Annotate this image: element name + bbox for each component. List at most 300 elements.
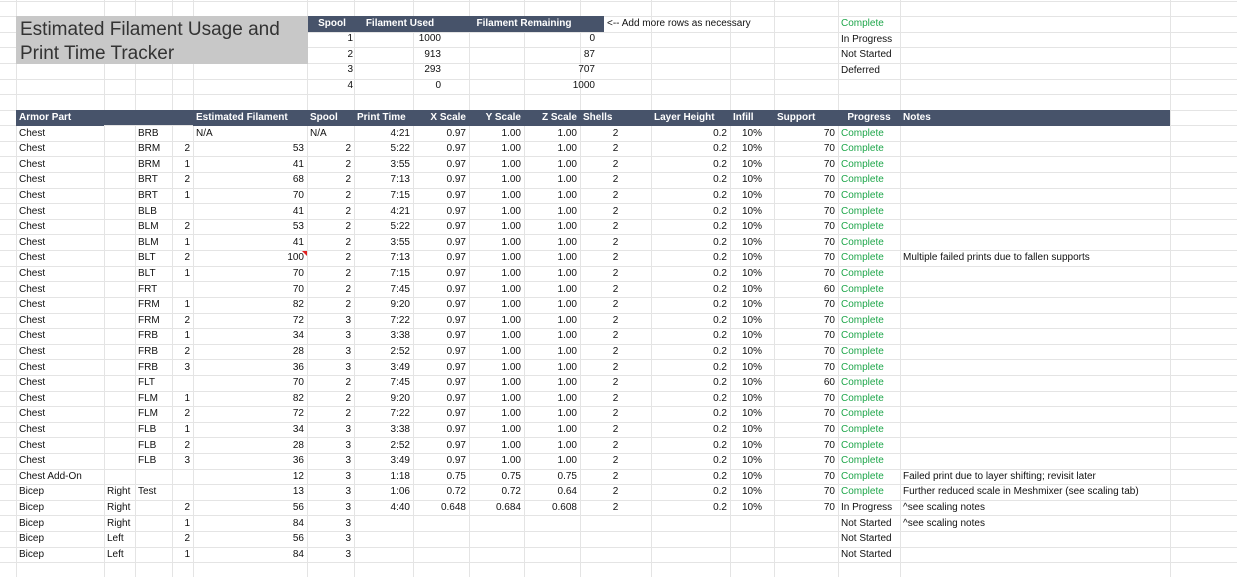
table-cell[interactable]: 0.97 xyxy=(446,346,466,357)
spool-cell[interactable]: 913 xyxy=(424,48,441,60)
table-cell[interactable]: 2 xyxy=(184,439,190,451)
table-cell[interactable]: 2 xyxy=(612,158,619,170)
table-cell[interactable]: 0.97 xyxy=(446,205,466,217)
table-cell[interactable]: 2 xyxy=(345,377,351,389)
table-cell[interactable]: 68 xyxy=(292,174,304,186)
table-cell[interactable]: Complete xyxy=(841,252,884,264)
table-cell[interactable]: 1.00 xyxy=(501,221,521,233)
spool-cell[interactable]: 0 xyxy=(589,33,595,44)
table-cell[interactable]: 2 xyxy=(612,408,619,420)
table-cell[interactable]: 0.2 xyxy=(713,392,727,404)
table-cell[interactable]: 3:49 xyxy=(390,455,410,467)
table-cell[interactable]: 7:22 xyxy=(390,314,410,326)
table-cell[interactable]: 2 xyxy=(612,330,619,342)
table-cell[interactable]: Right xyxy=(107,486,131,498)
table-cell[interactable]: 7:45 xyxy=(390,283,410,295)
table-cell[interactable]: 1:06 xyxy=(390,486,410,498)
table-cell[interactable]: Complete xyxy=(841,205,884,217)
table-cell[interactable]: In Progress xyxy=(841,502,893,513)
table-cell[interactable]: 0.97 xyxy=(446,408,466,420)
column-header[interactable]: Progress xyxy=(838,110,900,126)
table-cell[interactable]: 0.97 xyxy=(446,236,466,248)
table-cell[interactable]: 3 xyxy=(345,330,351,342)
table-cell[interactable]: 2 xyxy=(612,268,619,279)
table-cell[interactable]: 1.00 xyxy=(501,205,521,217)
table-cell[interactable]: 3 xyxy=(345,424,351,435)
table-cell[interactable]: FRB xyxy=(138,330,158,342)
table-cell[interactable]: 1 xyxy=(184,330,190,342)
table-cell[interactable]: 36 xyxy=(292,455,304,467)
table-cell[interactable]: 53 xyxy=(292,143,304,155)
table-cell[interactable]: 0.2 xyxy=(713,268,727,279)
table-cell[interactable]: 1.00 xyxy=(501,408,521,420)
table-cell[interactable]: 1.00 xyxy=(557,392,577,404)
table-cell[interactable]: Chest xyxy=(19,314,46,326)
table-cell[interactable]: 0.2 xyxy=(713,205,727,217)
table-cell[interactable]: 10% xyxy=(741,236,762,248)
table-cell[interactable]: 41 xyxy=(292,158,304,170)
table-cell[interactable]: 70 xyxy=(292,283,304,295)
table-cell[interactable]: 36 xyxy=(292,361,304,373)
table-cell[interactable]: FRB xyxy=(138,346,158,357)
table-cell[interactable]: 3 xyxy=(345,439,351,451)
table-cell[interactable]: 3 xyxy=(345,502,351,513)
table-cell[interactable]: 0.2 xyxy=(713,158,727,170)
table-cell[interactable]: 60 xyxy=(823,377,835,389)
table-cell[interactable]: 7:45 xyxy=(390,377,410,389)
table-cell[interactable]: 2 xyxy=(612,486,619,498)
table-cell[interactable]: Chest xyxy=(19,408,46,420)
status-option[interactable]: In Progress xyxy=(841,33,893,45)
table-cell[interactable]: 0.684 xyxy=(495,502,521,513)
table-cell[interactable]: 1 xyxy=(184,236,190,248)
table-cell[interactable]: 9:20 xyxy=(390,299,410,311)
table-cell[interactable]: FLB xyxy=(138,455,157,467)
table-cell[interactable]: 28 xyxy=(292,439,304,451)
table-cell[interactable]: 0.75 xyxy=(446,470,466,482)
table-cell[interactable]: 0.2 xyxy=(713,252,727,264)
table-cell[interactable]: 1.00 xyxy=(501,392,521,404)
spool-cell[interactable]: 1000 xyxy=(418,33,441,44)
table-cell[interactable]: 2 xyxy=(184,533,190,545)
table-cell[interactable]: 2 xyxy=(612,392,619,404)
table-cell[interactable]: 2 xyxy=(184,408,190,420)
table-cell[interactable]: 0.2 xyxy=(713,174,727,186)
table-cell[interactable]: 70 xyxy=(823,252,835,264)
column-header[interactable]: X Scale xyxy=(413,110,469,126)
table-cell[interactable]: 2 xyxy=(612,455,619,467)
table-cell[interactable]: 3:49 xyxy=(390,361,410,373)
table-cell[interactable]: 10% xyxy=(741,158,762,170)
table-cell[interactable]: BLT xyxy=(138,268,156,279)
table-cell[interactable]: 5:22 xyxy=(390,143,410,155)
table-cell[interactable]: 2:52 xyxy=(390,346,410,357)
table-cell[interactable]: 0.97 xyxy=(446,174,466,186)
table-cell[interactable]: 0.75 xyxy=(557,470,577,482)
table-cell[interactable]: 0.75 xyxy=(501,470,521,482)
table-cell[interactable]: 0.97 xyxy=(446,392,466,404)
table-cell[interactable]: 3 xyxy=(184,455,190,467)
table-cell[interactable]: FRM xyxy=(138,314,160,326)
spool-cell[interactable]: 1 xyxy=(347,33,353,44)
table-cell[interactable]: FRM xyxy=(138,299,160,311)
table-cell[interactable]: Chest xyxy=(19,361,46,373)
table-cell[interactable]: Complete xyxy=(841,408,884,420)
table-cell[interactable]: 7:22 xyxy=(390,408,410,420)
table-cell[interactable]: 2 xyxy=(184,174,190,186)
spool-cell[interactable]: 3 xyxy=(347,64,353,76)
table-cell[interactable]: 70 xyxy=(823,190,835,201)
column-header[interactable]: Y Scale xyxy=(469,110,524,126)
table-cell[interactable]: 2 xyxy=(345,392,351,404)
table-cell[interactable]: 0.2 xyxy=(713,424,727,435)
table-cell[interactable]: 2 xyxy=(612,377,619,389)
table-cell[interactable]: 1.00 xyxy=(501,299,521,311)
table-cell[interactable]: 2 xyxy=(612,174,619,186)
table-cell[interactable]: 34 xyxy=(292,330,304,342)
table-cell[interactable]: 2 xyxy=(345,190,351,201)
table-cell[interactable]: 70 xyxy=(823,127,835,139)
table-cell[interactable]: Chest xyxy=(19,377,46,389)
table-cell[interactable]: 2 xyxy=(345,252,351,264)
table-cell[interactable]: 2 xyxy=(612,361,619,373)
table-cell[interactable]: BRM xyxy=(138,158,161,170)
table-cell[interactable]: Chest Add-On xyxy=(19,470,82,482)
spool-cell[interactable]: 4 xyxy=(347,79,353,91)
table-cell[interactable]: 3 xyxy=(184,361,190,373)
table-cell[interactable]: Chest xyxy=(19,143,46,155)
table-cell[interactable]: 2 xyxy=(345,268,351,279)
table-cell[interactable]: Not Started xyxy=(841,533,892,545)
table-cell[interactable]: 1.00 xyxy=(557,314,577,326)
table-cell[interactable]: 1 xyxy=(184,299,190,311)
table-cell[interactable]: 56 xyxy=(292,502,304,513)
table-cell[interactable]: 1.00 xyxy=(557,377,577,389)
table-cell[interactable]: 82 xyxy=(292,392,304,404)
table-cell[interactable]: 2 xyxy=(345,299,351,311)
table-cell[interactable]: 0.648 xyxy=(440,502,466,513)
table-cell[interactable]: 2 xyxy=(184,502,190,513)
table-cell[interactable]: 10% xyxy=(741,174,762,186)
table-cell[interactable]: 1.00 xyxy=(557,221,577,233)
table-cell[interactable]: 70 xyxy=(823,143,835,155)
table-cell[interactable]: 70 xyxy=(823,236,835,248)
table-cell[interactable]: 1.00 xyxy=(501,361,521,373)
table-cell[interactable]: 3 xyxy=(345,533,351,545)
table-cell[interactable]: Complete xyxy=(841,455,884,467)
table-cell[interactable]: Test xyxy=(138,486,157,498)
table-cell[interactable]: Chest xyxy=(19,268,46,279)
table-cell[interactable]: 1.00 xyxy=(501,439,521,451)
table-cell[interactable]: 41 xyxy=(292,236,304,248)
table-cell[interactable]: 2 xyxy=(612,283,619,295)
status-option[interactable]: Complete xyxy=(841,18,884,29)
table-cell[interactable]: Bicep xyxy=(19,517,45,529)
table-cell[interactable]: 70 xyxy=(823,158,835,170)
table-cell[interactable]: 10% xyxy=(741,455,762,467)
table-cell[interactable]: 1 xyxy=(184,424,190,435)
table-cell[interactable]: 1:18 xyxy=(390,470,410,482)
table-cell[interactable]: 1.00 xyxy=(557,127,577,139)
table-cell[interactable]: 10% xyxy=(741,221,762,233)
table-cell[interactable]: 1 xyxy=(184,517,190,529)
table-cell[interactable]: 10% xyxy=(741,299,762,311)
table-cell[interactable]: FLM xyxy=(138,392,158,404)
table-cell[interactable]: 3 xyxy=(345,346,351,357)
table-cell[interactable]: Chest xyxy=(19,221,46,233)
table-cell[interactable]: 70 xyxy=(823,330,835,342)
table-cell[interactable]: 70 xyxy=(823,392,835,404)
table-cell[interactable]: 70 xyxy=(823,221,835,233)
table-cell[interactable]: Complete xyxy=(841,221,884,233)
table-cell[interactable]: BRT xyxy=(138,190,158,201)
table-cell[interactable]: 4:40 xyxy=(390,502,410,513)
table-cell[interactable]: 10% xyxy=(741,190,762,201)
table-cell[interactable]: 2 xyxy=(612,252,619,264)
table-cell[interactable]: Complete xyxy=(841,236,884,248)
table-cell[interactable]: 7:15 xyxy=(390,268,410,279)
table-cell[interactable]: N/A xyxy=(310,127,327,139)
table-cell[interactable]: 12 xyxy=(292,470,304,482)
column-header[interactable]: Layer Height xyxy=(651,110,730,126)
status-option[interactable]: Not Started xyxy=(841,49,892,61)
table-cell[interactable]: 2 xyxy=(612,314,619,326)
table-cell[interactable]: 3:55 xyxy=(390,158,410,170)
table-cell[interactable]: 1.00 xyxy=(501,236,521,248)
table-cell[interactable]: BLM xyxy=(138,221,159,233)
table-cell[interactable]: 28 xyxy=(292,346,304,357)
spool-cell[interactable]: 1000 xyxy=(572,79,595,91)
table-cell[interactable]: Not Started xyxy=(841,548,892,560)
table-cell[interactable]: 70 xyxy=(823,268,835,279)
table-cell[interactable]: Chest xyxy=(19,424,46,435)
table-cell[interactable]: 70 xyxy=(292,377,304,389)
table-cell[interactable]: 10% xyxy=(741,361,762,373)
table-cell[interactable]: Chest xyxy=(19,283,46,295)
table-cell[interactable]: 0.97 xyxy=(446,330,466,342)
table-cell[interactable]: 72 xyxy=(292,408,304,420)
table-cell[interactable]: 70 xyxy=(823,408,835,420)
table-cell[interactable]: 0.2 xyxy=(713,330,727,342)
table-cell[interactable]: 0.2 xyxy=(713,314,727,326)
table-cell[interactable]: BLT xyxy=(138,252,156,264)
spool-cell[interactable]: 2 xyxy=(347,48,353,60)
column-header[interactable]: Spool xyxy=(307,110,354,126)
table-cell[interactable]: Complete xyxy=(841,299,884,311)
table-cell[interactable]: 7:13 xyxy=(390,174,410,186)
table-cell[interactable]: 70 xyxy=(823,439,835,451)
table-cell[interactable]: 5:22 xyxy=(390,221,410,233)
table-cell[interactable]: 0.2 xyxy=(713,299,727,311)
spool-cell[interactable]: 0 xyxy=(435,79,441,91)
table-cell[interactable]: 10% xyxy=(741,252,762,264)
table-cell[interactable]: 2 xyxy=(612,236,619,248)
table-cell[interactable]: 70 xyxy=(823,470,835,482)
table-cell[interactable]: 2 xyxy=(612,299,619,311)
table-cell[interactable]: 2 xyxy=(345,205,351,217)
table-cell[interactable]: Bicep xyxy=(19,486,45,498)
table-cell[interactable]: 0.2 xyxy=(713,377,727,389)
table-cell[interactable]: 70 xyxy=(823,174,835,186)
table-cell[interactable]: 0.2 xyxy=(713,236,727,248)
table-cell[interactable]: 1.00 xyxy=(557,439,577,451)
table-cell[interactable]: 3 xyxy=(345,486,351,498)
table-cell[interactable]: Chest xyxy=(19,158,46,170)
table-cell[interactable]: Multiple failed prints due to fallen supports xyxy=(903,252,1090,264)
column-header[interactable]: Estimated Filament xyxy=(193,110,307,126)
table-cell[interactable]: 2 xyxy=(612,470,619,482)
table-cell[interactable]: 1.00 xyxy=(501,174,521,186)
table-cell[interactable]: 0.2 xyxy=(713,502,727,513)
table-cell[interactable]: 1.00 xyxy=(557,283,577,295)
table-cell[interactable]: BRM xyxy=(138,143,161,155)
table-cell[interactable]: 100 xyxy=(287,252,304,264)
table-cell[interactable]: 70 xyxy=(823,314,835,326)
table-cell[interactable]: 10% xyxy=(741,143,762,155)
table-cell[interactable]: 1.00 xyxy=(501,283,521,295)
table-cell[interactable]: 1.00 xyxy=(501,190,521,201)
table-cell[interactable]: Complete xyxy=(841,190,884,201)
table-cell[interactable]: 1.00 xyxy=(557,174,577,186)
table-cell[interactable]: Complete xyxy=(841,174,884,186)
table-cell[interactable]: 70 xyxy=(823,346,835,357)
table-cell[interactable]: 1.00 xyxy=(501,268,521,279)
table-cell[interactable]: 4:21 xyxy=(390,205,410,217)
table-cell[interactable]: 1.00 xyxy=(557,408,577,420)
table-cell[interactable]: 2:52 xyxy=(390,439,410,451)
table-cell[interactable]: 0.2 xyxy=(713,346,727,357)
table-cell[interactable]: Left xyxy=(107,533,124,545)
table-cell[interactable]: Chest xyxy=(19,236,46,248)
table-cell[interactable]: 3:38 xyxy=(390,330,410,342)
spool-cell[interactable]: 87 xyxy=(583,48,595,60)
table-cell[interactable]: 2 xyxy=(184,346,190,357)
table-cell[interactable]: Right xyxy=(107,517,131,529)
table-cell[interactable]: 1.00 xyxy=(557,236,577,248)
table-cell[interactable]: 2 xyxy=(345,283,351,295)
table-cell[interactable]: 1.00 xyxy=(557,455,577,467)
table-cell[interactable]: 70 xyxy=(292,190,304,201)
table-cell[interactable]: 1.00 xyxy=(501,158,521,170)
table-cell[interactable]: 1 xyxy=(184,268,190,279)
table-cell[interactable]: 3 xyxy=(345,470,351,482)
table-cell[interactable]: ^see scaling notes xyxy=(903,517,985,529)
table-cell[interactable]: 10% xyxy=(741,470,762,482)
table-cell[interactable]: 1 xyxy=(184,392,190,404)
table-cell[interactable]: 1 xyxy=(184,158,190,170)
table-cell[interactable]: 60 xyxy=(823,283,835,295)
table-cell[interactable]: 0.2 xyxy=(713,143,727,155)
table-cell[interactable]: 0.97 xyxy=(446,283,466,295)
table-cell[interactable]: Bicep xyxy=(19,548,45,560)
table-cell[interactable]: 0.97 xyxy=(446,424,466,435)
table-cell[interactable]: 0.2 xyxy=(713,190,727,201)
table-cell[interactable]: BRT xyxy=(138,174,158,186)
table-cell[interactable]: 0.97 xyxy=(446,190,466,201)
table-cell[interactable]: Complete xyxy=(841,127,884,139)
table-cell[interactable]: 2 xyxy=(184,252,190,264)
table-cell[interactable]: 0.97 xyxy=(446,252,466,264)
table-cell[interactable]: 3 xyxy=(345,455,351,467)
table-cell[interactable]: 70 xyxy=(292,268,304,279)
table-cell[interactable]: 0.2 xyxy=(713,283,727,295)
table-cell[interactable]: FLB xyxy=(138,424,157,435)
table-cell[interactable]: N/A xyxy=(196,127,213,139)
table-cell[interactable]: 1.00 xyxy=(557,143,577,155)
table-cell[interactable]: 34 xyxy=(292,424,304,435)
table-cell[interactable]: 10% xyxy=(741,205,762,217)
comment-indicator-icon[interactable] xyxy=(302,251,307,256)
table-cell[interactable]: ^see scaling notes xyxy=(903,502,985,513)
table-cell[interactable]: 1.00 xyxy=(501,455,521,467)
table-cell[interactable]: Complete xyxy=(841,268,884,279)
table-cell[interactable]: 10% xyxy=(741,502,762,513)
table-cell[interactable]: 0.2 xyxy=(713,486,727,498)
table-cell[interactable]: Further reduced scale in Meshmixer (see scaling tab) xyxy=(903,486,1139,498)
table-cell[interactable]: 2 xyxy=(612,143,619,155)
table-cell[interactable]: 2 xyxy=(612,439,619,451)
column-header[interactable]: Print Time xyxy=(354,110,413,126)
table-cell[interactable]: 10% xyxy=(741,439,762,451)
table-cell[interactable]: 10% xyxy=(741,330,762,342)
table-cell[interactable]: 2 xyxy=(612,424,619,435)
table-cell[interactable]: Chest xyxy=(19,190,46,201)
table-cell[interactable]: 10% xyxy=(741,486,762,498)
table-cell[interactable]: Complete xyxy=(841,346,884,357)
table-cell[interactable]: 1.00 xyxy=(501,330,521,342)
table-cell[interactable]: 1.00 xyxy=(557,330,577,342)
table-cell[interactable]: 2 xyxy=(612,205,619,217)
table-cell[interactable]: 10% xyxy=(741,392,762,404)
table-cell[interactable]: 2 xyxy=(184,314,190,326)
table-cell[interactable]: 1.00 xyxy=(501,143,521,155)
table-cell[interactable]: 7:13 xyxy=(390,252,410,264)
table-cell[interactable]: 2 xyxy=(184,221,190,233)
table-cell[interactable]: FLM xyxy=(138,408,158,420)
table-cell[interactable]: 2 xyxy=(612,127,619,139)
table-cell[interactable]: 72 xyxy=(292,314,304,326)
table-cell[interactable]: BLM xyxy=(138,236,159,248)
table-cell[interactable]: 1.00 xyxy=(557,424,577,435)
column-header[interactable]: Shells xyxy=(580,110,651,126)
table-cell[interactable]: 10% xyxy=(741,377,762,389)
table-cell[interactable]: FLB xyxy=(138,439,157,451)
spool-cell[interactable]: 707 xyxy=(578,64,595,76)
table-cell[interactable]: 0.97 xyxy=(446,221,466,233)
table-cell[interactable]: 0.97 xyxy=(446,439,466,451)
table-cell[interactable]: 1.00 xyxy=(557,205,577,217)
table-cell[interactable]: 82 xyxy=(292,299,304,311)
table-cell[interactable]: Chest xyxy=(19,174,46,186)
table-cell[interactable]: 1.00 xyxy=(501,127,521,139)
table-cell[interactable]: Chest xyxy=(19,439,46,451)
table-cell[interactable]: 84 xyxy=(292,517,304,529)
table-cell[interactable]: 0.2 xyxy=(713,470,727,482)
table-cell[interactable]: 10% xyxy=(741,127,762,139)
table-cell[interactable]: 70 xyxy=(823,455,835,467)
table-cell[interactable]: Failed print due to layer shifting; revisit later xyxy=(903,470,1096,482)
table-cell[interactable]: 70 xyxy=(823,424,835,435)
table-cell[interactable]: 0.2 xyxy=(713,361,727,373)
table-cell[interactable]: FRT xyxy=(138,283,158,295)
table-cell[interactable]: 0.608 xyxy=(551,502,577,513)
table-cell[interactable]: 2 xyxy=(345,174,351,186)
table-cell[interactable]: BRB xyxy=(138,127,159,139)
table-cell[interactable]: Chest xyxy=(19,205,46,217)
table-cell[interactable]: 1.00 xyxy=(501,252,521,264)
table-cell[interactable]: 70 xyxy=(823,486,835,498)
table-cell[interactable]: Bicep xyxy=(19,502,45,513)
